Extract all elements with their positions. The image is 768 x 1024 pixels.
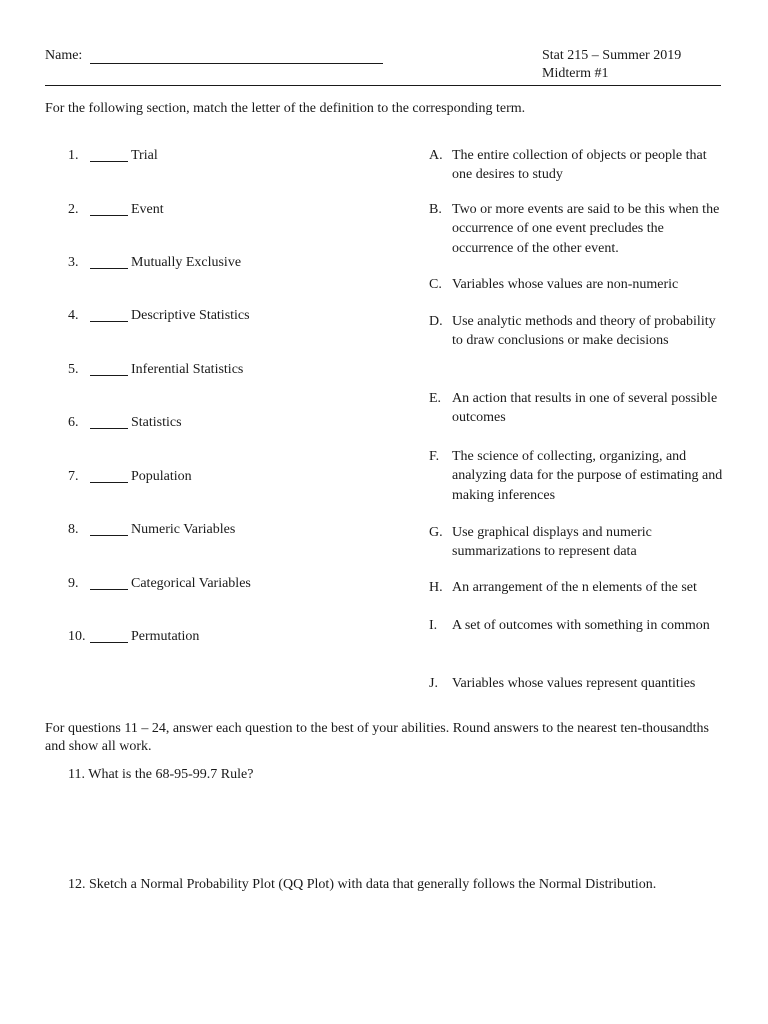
question-11: 11. What is the 68-95-99.7 Rule? bbox=[68, 767, 254, 782]
term-item bbox=[68, 147, 398, 165]
definition-text: Two or more events are said to be this when the occurrence of one event precludes the occurrence of the other event. bbox=[452, 202, 720, 256]
term-item bbox=[68, 468, 398, 486]
definition-letter: A. bbox=[429, 148, 443, 163]
term-item bbox=[68, 307, 398, 325]
term-number: 6. bbox=[68, 415, 79, 430]
definition-letter: H. bbox=[429, 580, 443, 595]
term-number: 3. bbox=[68, 255, 79, 270]
name-label: Name: bbox=[45, 48, 83, 63]
answer-blank[interactable] bbox=[90, 215, 128, 216]
term-item bbox=[68, 254, 398, 272]
header-divider bbox=[45, 85, 721, 86]
course-title: Stat 215 – Summer 2019 bbox=[542, 48, 682, 63]
definition-text: Use graphical displays and numeric summarizations to represent data bbox=[452, 525, 652, 560]
term-number: 1. bbox=[68, 148, 79, 163]
term-label: Population bbox=[131, 469, 192, 484]
definition-text: An arrangement of the n elements of the set bbox=[452, 580, 697, 595]
definition-letter: D. bbox=[429, 314, 443, 329]
answer-blank[interactable] bbox=[90, 268, 128, 269]
definition-letter: F. bbox=[429, 449, 440, 464]
term-label: Event bbox=[131, 202, 164, 217]
term-item bbox=[68, 414, 398, 432]
term-label: Statistics bbox=[131, 415, 182, 430]
exam-title: Midterm #1 bbox=[542, 66, 609, 81]
term-label: Permutation bbox=[131, 629, 200, 644]
definition-letter: G. bbox=[429, 525, 443, 540]
answer-blank[interactable] bbox=[90, 642, 128, 643]
answer-blank[interactable] bbox=[90, 589, 128, 590]
term-number: 2. bbox=[68, 202, 79, 217]
definition-text: Variables whose values represent quantities bbox=[452, 676, 696, 691]
definition-letter: J. bbox=[429, 676, 438, 691]
term-label: Categorical Variables bbox=[131, 576, 251, 591]
term-number: 7. bbox=[68, 469, 79, 484]
course-info bbox=[542, 47, 681, 83]
definition-text: The entire collection of objects or people that one desires to study bbox=[452, 148, 707, 183]
free-response-instructions: For questions 11 – 24, answer each question to the best of your abilities. Round answers to the nearest ten-thousandths and show all work. bbox=[45, 721, 709, 754]
question-12: 12. Sketch a Normal Probability Plot (QQ Plot) with data that generally follows the Normal Distribution. bbox=[68, 877, 657, 892]
answer-blank[interactable] bbox=[90, 535, 128, 536]
definition-letter: E. bbox=[429, 391, 442, 406]
term-label: Mutually Exclusive bbox=[131, 255, 242, 270]
definition-letter: C. bbox=[429, 277, 442, 292]
answer-blank[interactable] bbox=[90, 428, 128, 429]
term-label: Trial bbox=[131, 148, 158, 163]
term-item bbox=[68, 628, 398, 646]
answer-blank[interactable] bbox=[90, 482, 128, 483]
name-blank-line[interactable] bbox=[90, 63, 383, 64]
term-number: 4. bbox=[68, 308, 79, 323]
term-number: 5. bbox=[68, 362, 79, 377]
matching-instructions: For the following section, match the letter of the definition to the corresponding term. bbox=[45, 101, 526, 116]
term-number: 8. bbox=[68, 522, 79, 537]
term-label: Numeric Variables bbox=[131, 522, 236, 537]
term-label: Inferential Statistics bbox=[131, 362, 244, 377]
term-item bbox=[68, 575, 398, 593]
term-item bbox=[68, 521, 398, 539]
term-number: 10. bbox=[68, 629, 86, 644]
term-label: Descriptive Statistics bbox=[131, 308, 250, 323]
definition-letter: I. bbox=[429, 618, 438, 633]
definition-text: An action that results in one of several possible outcomes bbox=[452, 391, 718, 426]
definition-text: Variables whose values are non-numeric bbox=[452, 277, 679, 292]
answer-blank[interactable] bbox=[90, 161, 128, 162]
term-item bbox=[68, 361, 398, 379]
answer-blank[interactable] bbox=[90, 321, 128, 322]
term-item bbox=[68, 201, 398, 219]
definition-text: The science of collecting, organizing, and analyzing data for the purpose of estimating and making inferences bbox=[452, 449, 723, 503]
answer-blank[interactable] bbox=[90, 375, 128, 376]
definition-text: A set of outcomes with something in common bbox=[452, 618, 710, 633]
definition-letter: B. bbox=[429, 202, 442, 217]
definition-text: Use analytic methods and theory of probability to draw conclusions or make decisions bbox=[452, 314, 716, 349]
term-number: 9. bbox=[68, 576, 79, 591]
